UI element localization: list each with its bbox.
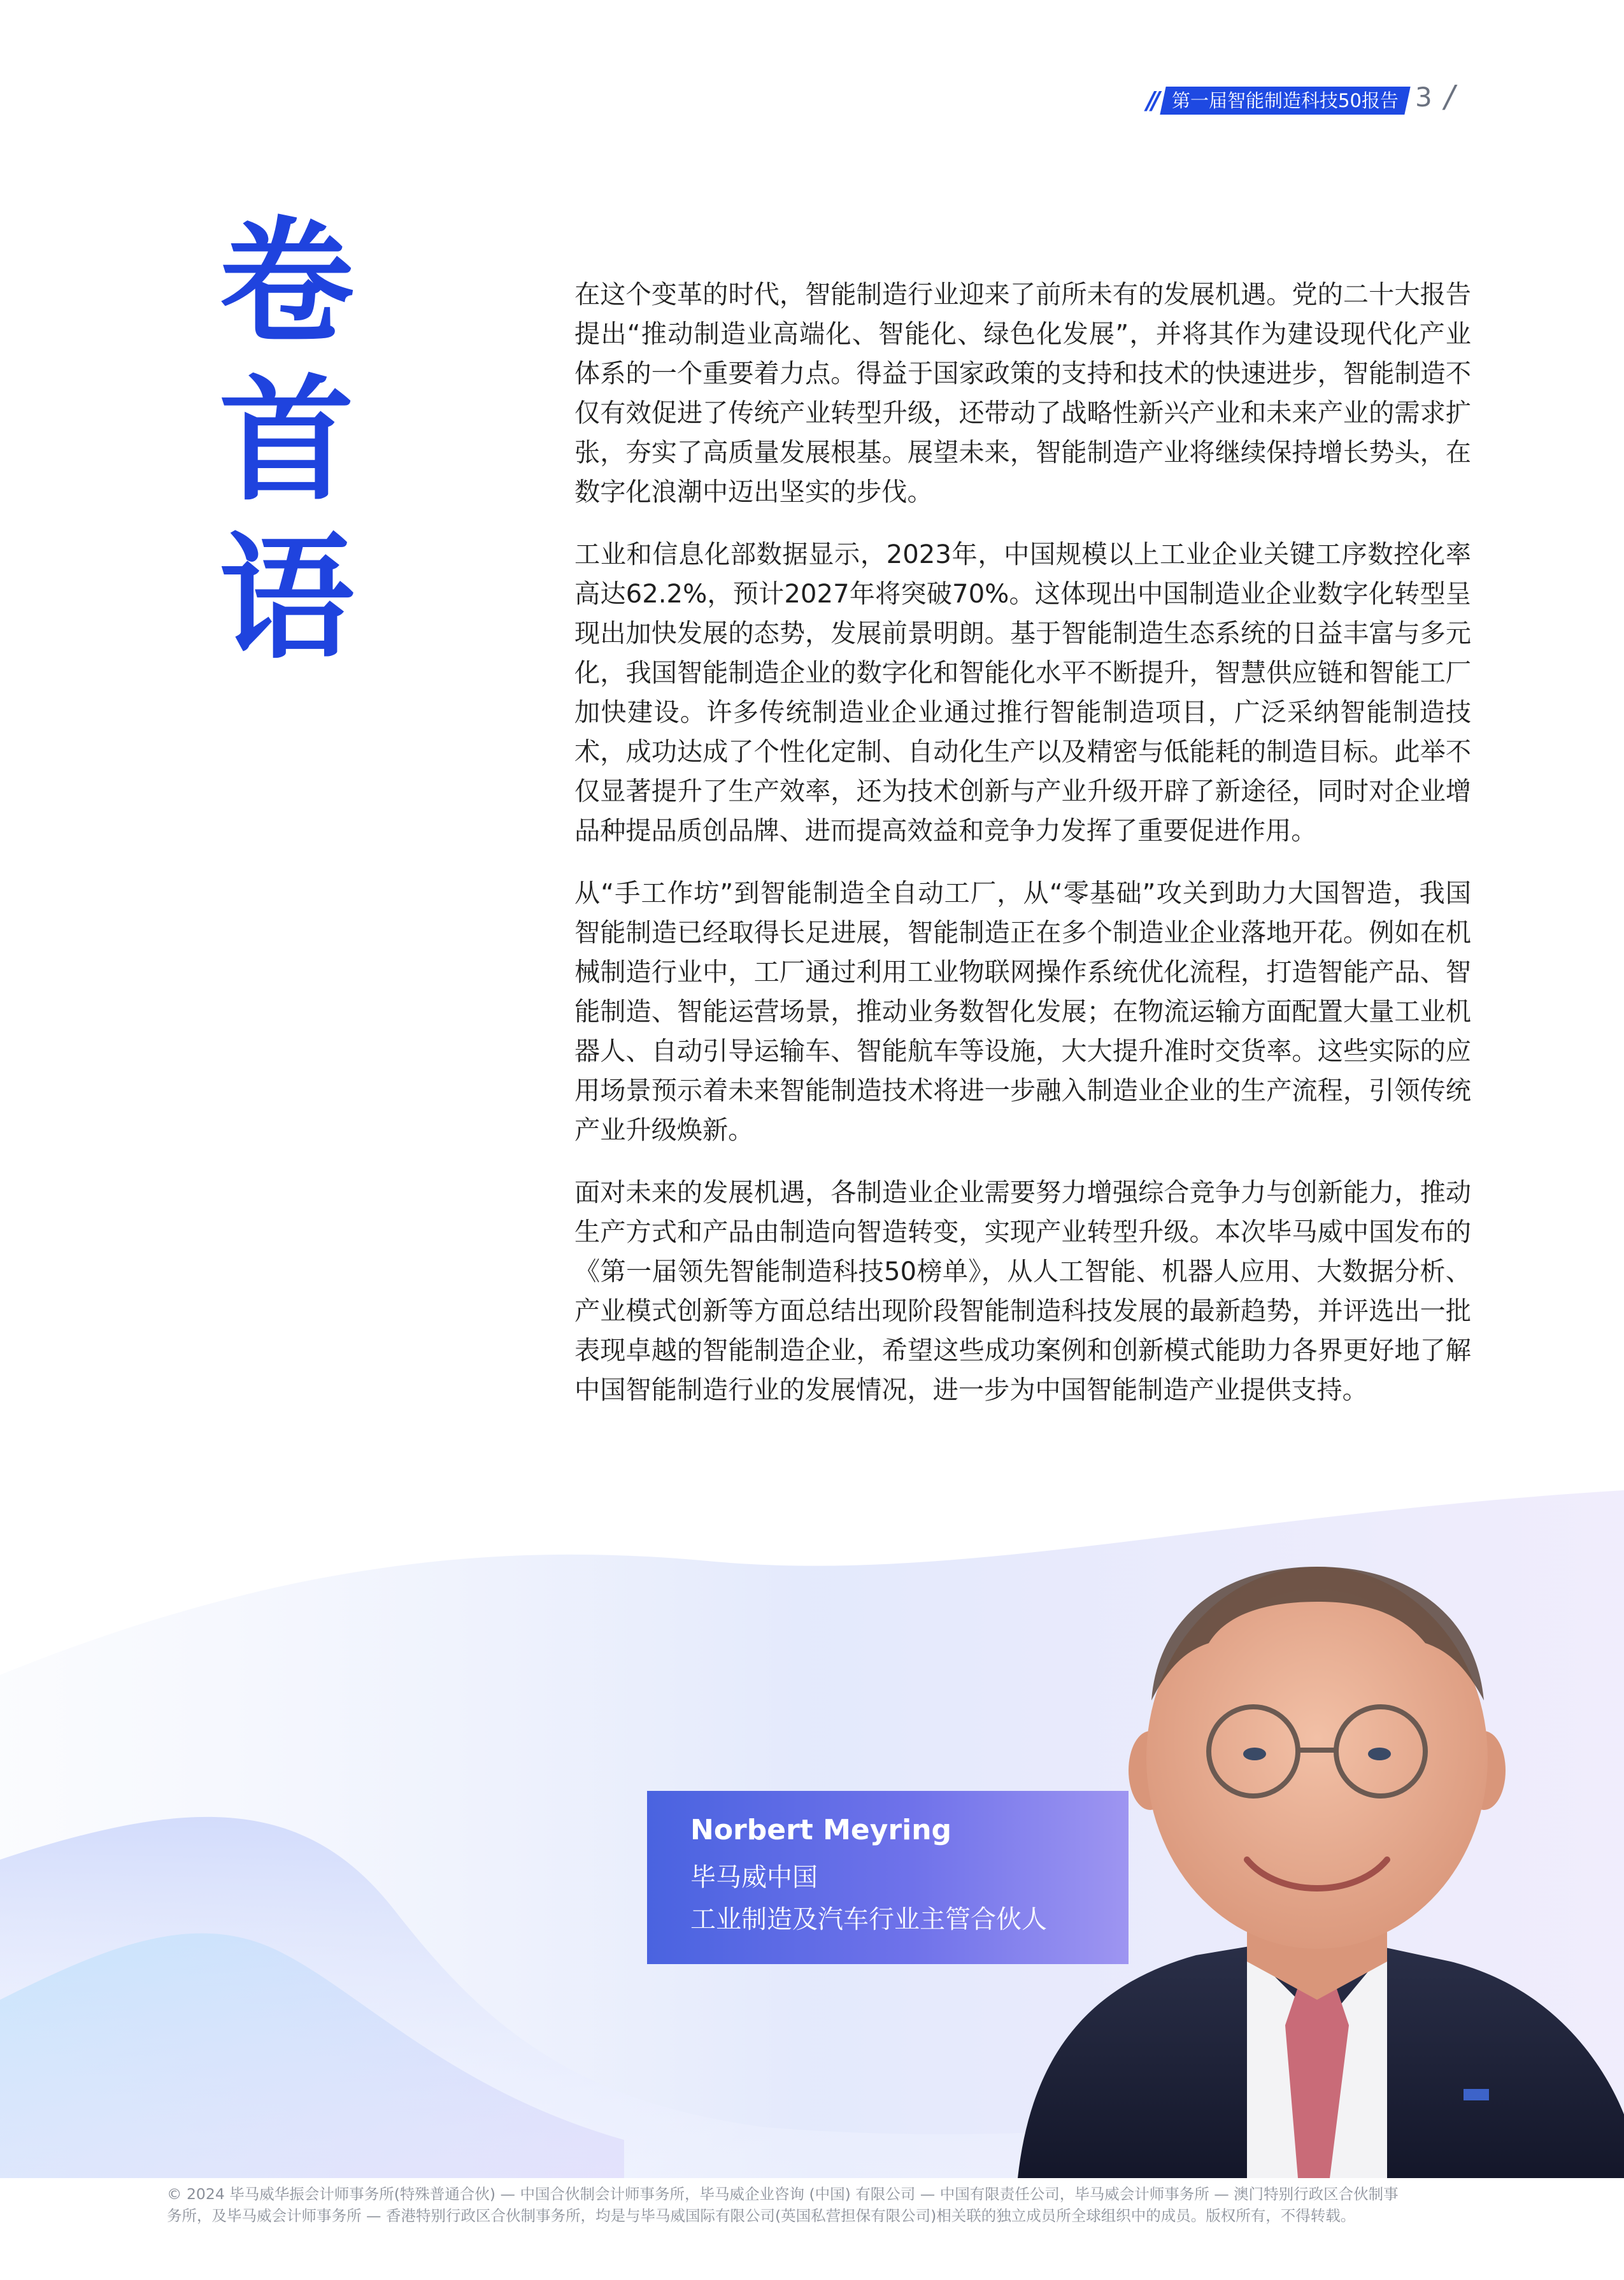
title-char: 首 bbox=[219, 362, 354, 519]
slash-divider-icon: / bbox=[1444, 79, 1455, 115]
footer-line: © 2024 毕马威华振会计师事务所(特殊普通合伙) — 中国合伙制会计师事务所，毕马威企业咨询 (中国) 有限公司 — 中国有限责任公司，毕马威会计师事务所 — 澳门特别行政区合伙制事 bbox=[167, 2185, 1399, 2203]
report-header-tag bbox=[1146, 87, 1407, 115]
paragraph: 工业和信息化部数据显示，2023年，中国规模以上工业企业关键工序数控化率高达62.2%，预计2027年将突破70%。这体现出中国制造业企业数字化转型呈现出加快发展的态势，发展前景明朗。基于智能制造生态系统的日益丰富与多元化，我国智能制造企业的数字化和智能化水平不断提升，智慧供应链和智能工厂加快建设。许多传统制造业企业通过推行智能制造项目，广泛采纳智能制造技术，成功达成了个性化定制、自动化生产以及精密与低能耗的制造目标。此举不仅显著提升了生产效率，还为技术创新与产业升级开辟了新途径，同时对企业增品种提品质创品牌、进而提高效益和竞争力发挥了重要促进作用。 bbox=[574, 540, 1471, 846]
section-title bbox=[217, 204, 357, 678]
report-title-label: 第一届智能制造科技50报告 bbox=[1171, 90, 1399, 111]
paragraph: 在这个变革的时代，智能制造行业迎来了前所未有的发展机遇。党的二十大报告提出“推动制造业高端化、智能化、绿色化发展”，并将其作为建设现代化产业体系的一个重要着力点。得益于国家政策的支持和技术的快速进步，智能制造不仅有效促进了传统产业转型升级，还带动了战略性新兴产业和未来产业的需求扩张，夯实了高质量发展根基。展望未来，智能制造产业将继续保持增长势头，在数字化浪潮中迈出坚实的步伐。 bbox=[574, 280, 1471, 507]
article-body bbox=[574, 275, 1471, 1433]
speaker-name-card bbox=[647, 1791, 1129, 1964]
copyright-footer bbox=[167, 2183, 1466, 2227]
speaker-organization: 毕马威中国 bbox=[690, 1863, 818, 1892]
slash-decoration-icon: // bbox=[1146, 87, 1157, 115]
footer-line: 务所，及毕马威会计师事务所 — 香港特别行政区合伙制事务所，均是与毕马威国际有限公司(英国私营担保有限公司)相关联的独立成员所全球组织中的成员。版权所有，不得转载。 bbox=[167, 2207, 1356, 2225]
page-number: 3 bbox=[1415, 82, 1432, 113]
paragraph: 从“手工作坊”到智能制造全自动工厂，从“零基础”攻关到助力大国智造，我国智能制造已经取得长足进展，智能制造正在多个制造业企业落地开花。例如在机械制造行业中，工厂通过利用工业物联网操作系统优化流程，打造智能产品、智能制造、智能运营场景，推动业务数智化发展；在物流运输方面配置大量工业机器人、自动引导运输车、智能航车等设施，大大提升准时交货率。这些实际的应用场景预示着未来智能制造技术将进一步融入制造业企业的生产流程，引领传统产业升级焕新。 bbox=[574, 879, 1471, 1145]
title-char: 卷 bbox=[219, 204, 354, 361]
paragraph: 面对未来的发展机遇，各制造业企业需要努力增强综合竞争力与创新能力，推动生产方式和产品由制造向智造转变，实现产业转型升级。本次毕马威中国发布的《第一届领先智能制造科技50榜单》，从人工智能、机器人应用、大数据分析、产业模式创新等方面总结出现阶段智能制造科技发展的最新趋势，并评选出一批表现卓越的智能制造企业，希望这些成功案例和创新模式能助力各界更好地了解中国智能制造行业的发展情况，进一步为中国智能制造产业提供支持。 bbox=[574, 1178, 1471, 1405]
speaker-name: Norbert Meyring bbox=[690, 1814, 952, 1846]
title-char: 语 bbox=[219, 520, 354, 677]
speaker-role: 工业制造及汽车行业主管合伙人 bbox=[690, 1905, 1047, 1934]
